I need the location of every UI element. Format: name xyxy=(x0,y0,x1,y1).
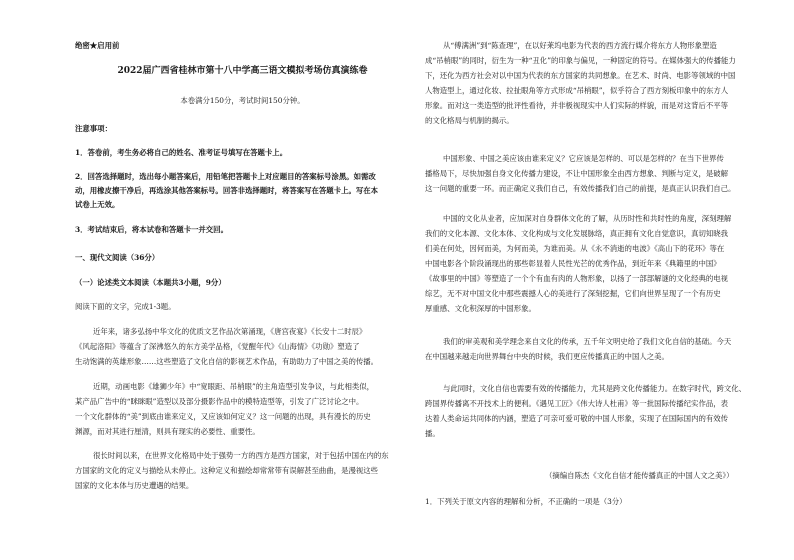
paragraph-line: 生动饱满的英雄形象……这些塑造了文化自信的影视艺术作品，有助助力了中国之美的传播。 xyxy=(75,357,379,366)
paragraph-line: 厚重感、文化积深厚的中国形象。 xyxy=(425,304,536,313)
paragraph-line: 从“傅满洲”到“陈查理”，在以好莱坞电影为代表的西方流行媒介将东方人物形象塑造 xyxy=(443,41,717,50)
paragraph-line: 成“吊梢眼”的同时，衍生为一种“丑化”的印象与偏见，一种固定的符号。在媒体强大的传播能力 xyxy=(425,56,736,65)
paragraph-line: 的文化格局与机制的揭示。 xyxy=(425,116,514,125)
page-title: 2022届广西省桂林市第十八中学高三语文模拟考场仿真演练卷 xyxy=(117,66,368,76)
paragraph-line: 某产品广告中的“眯眯眼”造型以及部分摄影作品中的模特造型等，引发了广泛讨论之中。 xyxy=(75,397,364,406)
note-item-2-line: 试卷上无效。 xyxy=(75,200,120,209)
paragraph-line: 播格局下，尽快加强自身文化传播力建设，不让中国形象全由西方想象、判断与定义，是破解 xyxy=(425,169,729,178)
score-info: 本卷满分150分，考试时间150分钟。 xyxy=(180,96,305,105)
paragraph-line: 们美在何处，因何而美，为何而美，为谁而美。从《永不消逝的电波》《高山下的花环》等在 xyxy=(425,244,725,253)
instruction-text: 阅读下面的文字，完成1-3题。 xyxy=(75,302,176,311)
note-item-2-line: 动，用橡皮擦干净后，再选涂其他答案标号。回答非选择题时，将答案写在答题卡上。写在本 xyxy=(75,186,379,195)
paragraph-line: 形象。而对这一类造型的批评性看待，并非极视现实中人们实际的样貌，而是对这背后不平等 xyxy=(425,101,729,110)
paragraph-line: 播。 xyxy=(425,429,440,438)
paragraph-line: 一个文化群体的“美”到底由谁来定义，又应该如何定义？这一问题的出现，具有漫长的历史 xyxy=(75,412,371,421)
paragraph-line: 在中国越来越走向世界舞台中央的时候，我们更应传播真正的中国人之美。 xyxy=(425,352,669,361)
notes-heading: 注意事项： xyxy=(75,124,112,133)
paragraph-line: 很长时间以来，在世界文化格局中处于强势一方的西方是西方国家，对于包括中国在内的东 xyxy=(93,451,389,460)
paragraph-line: 《风起洛阳》等蕴含了深沸悠久的东方美学品格，《觉醒年代》《山海情》《功勋》塑造了 xyxy=(75,342,360,351)
paragraph-line: 达着人类命运共同体的内涵，塑造了可亲可爱可敬的中国人形象，实现了在国际国内的有效传 xyxy=(425,414,729,423)
secret-tag: 绝密★启用前 xyxy=(75,41,120,50)
paragraph-line: 与此同时，文化自信也需要有效的传播能力，尤其是跨文化传播能力。在数字时代，跨文化、 xyxy=(443,384,747,393)
note-item-3: 3．考试结束后，将本试卷和答题卡一并交回。 xyxy=(75,225,228,234)
section-heading: 一、现代文阅读（36分） xyxy=(75,253,160,262)
source-citation: （摘编自陈杰《文化自信才能传播真正的中国人文之美》） xyxy=(545,471,734,480)
paragraph-line: 我们的文化本源、文化本体、文化构成与文化发展脉络，真正拥有文化自觉意识，真切知晓我 xyxy=(425,229,729,238)
paragraph-line: 国家的文化本体与历史遭遇的结果。 xyxy=(75,481,194,490)
paragraph-line: 我们的审美观和美学理念来自文化的传承，五千年文明史给了我们文化自信的基础。今天 xyxy=(443,337,732,346)
paragraph-line: 《故事里的中国》等塑造了一个个有血有肉的人物形象，以扬了一部部解谜的文化经典的电视 xyxy=(425,274,729,283)
paragraph-line: 中国的文化从业者，应加深对自身群体文化的了解，从历时性和共时性的角度，深刻理解 xyxy=(443,214,732,223)
paragraph-line: 这一问题的重要一环。而正确定义我们自己，有效传播我们自己的前提，是真正认识我们自己。 xyxy=(425,184,736,193)
note-item-1: 1．答卷前，考生务必将自己的姓名、准考证号填写在答题卡上。 xyxy=(75,148,288,157)
paragraph-line: 渊源，而对其进行厘清，则具有现实的必要性、重要性。 xyxy=(75,427,260,436)
question-1: 1．下列关于原文内容的理解和分析，不正确的一项是（3分） xyxy=(425,497,627,506)
paragraph-line: 近期，动画电影《雄狮少年》中“宽眼距、吊梢眼”的主角造型引发争议，与此相类似， xyxy=(93,382,375,391)
note-item-2-line: 2．回答选择题时，选出每小题答案后，用铅笔把答题卡上对应题目的答案标号涂黑。如需改 xyxy=(75,172,376,181)
paragraph-line: 近年来，诸多弘扬中华文化的优质文艺作品次第涌现，《唐宫夜宴》《长安十二时辰》 xyxy=(93,327,367,336)
paragraph-line: 中国形象、中国之美应该由谁来定义？它应该是怎样的、可以是怎样的？在当下世界传 xyxy=(443,154,724,163)
paragraph-line: 方国家的文化的定义与描绘从未停止。这种定义和描绘却常常带有误解甚至曲曲，是漫视这些 xyxy=(75,466,379,475)
paragraph-line: 人物造型上，通过化妆、拉扯眼角等方式形成“吊梢眼”，似乎符合了西方刻板印象中的东方人 xyxy=(425,86,729,95)
paragraph-line: 跨国界传播离不开技术上的便利。《遇见工匠》《伟大诗人杜甫》等一批国际传播纪实作品，表 xyxy=(425,399,729,408)
subsection-heading: （一）论述类文本阅读（本题共3小题，9分） xyxy=(75,278,226,287)
paragraph-line: 综艺，无不对中国文化中那些震撼人心的美进行了深刻挖掘，它们向世界呈现了一个有历史 xyxy=(425,289,721,298)
paragraph-line: 中国电影各个阶段涌现出的那些彰显着人民性光芒的优秀作品，到近年来《典籍里的中国》 xyxy=(425,259,721,268)
paragraph-line: 下，还化为西方社会对以中国为代表的东方国家的共同想象。在艺术、时尚、电影等领域的中国 xyxy=(425,71,736,80)
